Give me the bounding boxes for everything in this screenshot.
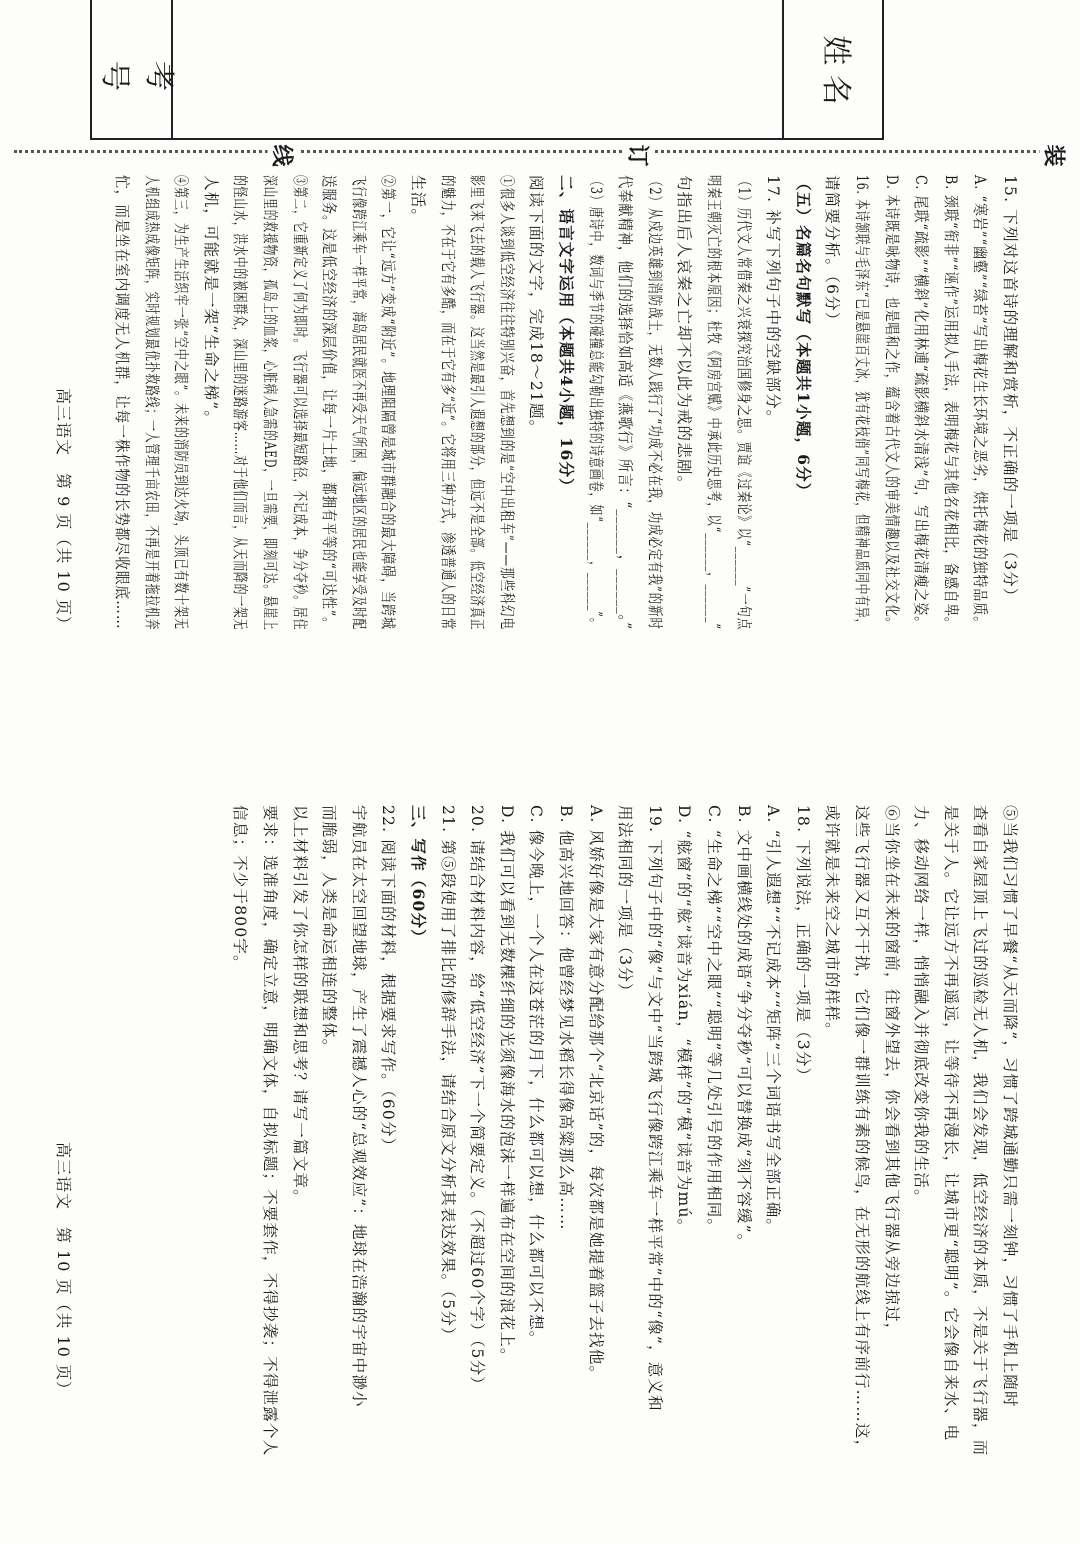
binding-mark-xian: 线	[268, 142, 299, 168]
page-9-text-line: 影里飞来飞去的载人飞行器。这当然是最引人遐想的部分，但远不是全部。低空经济真正	[468, 175, 487, 631]
page-10-text-line: 以上材料引发了你怎样的联想和思考？请写一篇文章。	[290, 805, 309, 1206]
page-9-text-line: 请简要分析。（6分）	[823, 175, 842, 329]
page-10-text-line: 这些飞行器又互不干扰，它们像一群训练有素的候鸟，在无形的航线上有序前行……这，	[853, 805, 871, 1457]
page-9-text-line: 代奉献精神，他们的选择恰如高适《燕歌行》所言：“______，______。”	[616, 175, 635, 631]
page-9-text-line: 的怪山水，洪水中的被困群众，深山里的迷路游客……对于他们而言，从天而降的一架无	[231, 175, 250, 631]
page-9-text-line: 16. 本诗颔联与毛泽东“已是悬崖百丈冰，犹有花枝俏”同写梅花，但精神品质同中有异，	[853, 175, 871, 631]
page-9-text-line: 二、语言文字运用（本题共4小题，16分）	[557, 175, 576, 495]
page-9-text-line: ④第三，为生产生活织牢一张“空中之眼”。未来的消防员到达火场，头顶已有数十架无	[172, 175, 191, 630]
binding-mark-zhuang: 装	[1040, 142, 1071, 168]
page-10-text-line: 查看自家屋顶上飞过的巡检无人机，我们会发现，低空经济的本质，不是关于飞行器，而	[971, 805, 990, 1457]
page-10-text-line: C. 像今晚上，一个人在这苍茫的月下，什么都可以想，什么都可以不想。	[527, 805, 546, 1348]
page-10-text-line: ⑤当我们习惯了早餐“从天而降”，习惯了跨城通勤只需一刻钟，习惯了手机上随时	[1001, 805, 1019, 1408]
page-10-text-line: 21. 第⑤段使用了排比的修辞手法，请结合原文分析其表达效果。（5分）	[438, 805, 457, 1344]
page-9-text-line: 生活。	[409, 175, 427, 226]
page-10-text-line: 信息；不少于800字。	[231, 805, 250, 972]
page-10-text-line: 19. 下列句子中的“像”与文中“当跨城飞行像跨江乘车一样平常”中的“像”，意义和	[645, 805, 664, 1412]
name-label: 姓 名	[817, 35, 853, 105]
page-9-text-line: 的魅力，不在于它有多酷，而在于它有多“近”。它将用三种方式，渗透普通人的日常	[438, 175, 457, 631]
page-10-text-line: 用法相同的一项是（3分）	[616, 805, 635, 1000]
page-9-text-line: 飞行像跨江乘车一样平常，海岛居民就医不再受天气所困，偏远地区的居民也能享受及时配	[349, 175, 368, 630]
page-10-text-line: A. 风娇好像是大家有意分配给那个“北京话”的，每次都是她提着篮子去找他。	[586, 805, 605, 1383]
page-9-text-line: 阅读下面的文字，完成18～21题。	[527, 175, 546, 437]
exam-number-cell[interactable]	[91, 0, 176, 138]
student-info-box	[90, 0, 884, 140]
page-10-text-line: 要求：选准角度，确定立意，明确文体，自拟标题；不要套作，不得抄袭；不得泄露个人	[261, 805, 279, 1457]
page-10-text-line: 而脆弱，人类是命运相连的整体。	[320, 805, 339, 1056]
page-9-text-line: ①很多人谈到低空经济往往特别兴奋，首先想到的是“空中出租车”——那些科幻电	[497, 175, 516, 631]
page-10-text-line: ⑥当你坐在未来的窗前，往窗外望去，你会看到其他飞行器从旁边掠过，	[882, 805, 901, 1340]
page-10-text-line: 20. 请结合材料内容，给“低空经济”下一个简要定义。（不超过60个字）（5分）	[468, 805, 487, 1394]
binding-dotted-line	[14, 150, 1066, 153]
binding-mark-ding: 订	[624, 142, 655, 168]
page-9-text-line: A. “寒岩”“幽壑”“绿苔”写出梅花生长环境之恶劣，烘托梅花的独特品质。	[971, 175, 990, 631]
page-10-text-line: 22. 阅读下面的材料，根据要求写作。（60分）	[379, 805, 398, 1155]
page-9-footer: 高三语文 第 9 页（共 10 页）	[54, 388, 73, 633]
page-9-text-line: 送服务。这是低空经济的深层价值，让每一片土地，都拥有平等的“可达性”。	[320, 175, 339, 631]
page-9-text-line: C. 尾联“疏影”“横斜”化用林逋“疏影横斜水清浅”句，写出梅花清瘦之姿。	[912, 175, 931, 631]
page-10-text-line: 是关于人。它让远方不再遥远，让等待不再漫长，让城市更“聪明”。它会像自来水、电	[941, 805, 960, 1442]
page-9-text-line: 15. 下列对这首诗的理解和赏析，不正确的一项是（3分）	[1001, 175, 1019, 605]
page-9-text-line: （2）从戍边英雄到消防战士，无数人践行了“功成不必在我，功成必定有我”的新时	[645, 175, 664, 630]
page-9-text-line: 人机组成热成像矩阵，实时规划最优扑救路线；一人管理千亩农田，不再是开着拖拉机奔	[142, 175, 161, 631]
page-10-text-line: 三、写作（60分）	[409, 805, 428, 946]
page-9-text-line: 17. 补写下列句子中的空缺部分。	[764, 175, 783, 427]
page-9-text-line: 人机，可能就是一架“生命之梯”。	[201, 175, 220, 428]
page-9-text-line: （3）唐诗中，数词与季节的碰撞总能勾勒出独特的诗意画卷，如“______，______”。	[586, 175, 605, 630]
exam-number-label: 考 号	[97, 61, 176, 91]
page-9-text-line: ③第二，它重新定义了何为即时。飞行器可以选择最短路径，不记成本，争分夺秒。居住	[290, 175, 309, 631]
page-10-text-line: B. 文中画横线处的成语“争分夺秒”可以替换成“刻不容缓”。	[734, 805, 753, 1251]
page-9-text-line: 忙，而是坐在室内调度无人机群，让每一株作物的长势都尽收眼底……	[113, 175, 131, 630]
page-10-text-line: B. 他高兴地回答：他曾经梦见水稻长得像高粱那么高……	[557, 805, 575, 1231]
page-9-text-line: B. 颈联“衔非”“诬作”运用拟人手法，表明梅花与其他名花相比，备感自卑。	[941, 175, 960, 631]
page-9-text-line: （1）历代文人常借秦之兴衰探究治国修身之思。贾谊《过秦论》以“______”一句点	[734, 175, 753, 631]
page-9-text-line: 明秦王朝灭亡的根本原因；杜牧《阿房宫赋》中承此历史思考，以“______，______”	[705, 175, 723, 630]
page-10-text-line: D. “舷窗”的“舷”读音为xián，“模样”的“模”读音为mú。	[675, 805, 694, 1236]
name-cell[interactable]	[782, 0, 904, 138]
page-9-text-line: 深山里的救援物资，孤岛上的血浆，心脏病人急需的AED，一旦需要，即刻可达。悬崖上	[261, 175, 279, 631]
page-10-text-line: D. 我们可以看到无数棵纤细的光须像海水的泡沫一样遍布在空间的浪花上。	[497, 805, 516, 1365]
page-10-text-line: 或许就是未来空之城市的样样。	[823, 805, 842, 1039]
page-10-text-line: 力、移动网络一样，悄悄融入并彻底改变你我的生活。	[912, 805, 931, 1206]
page-9-text-line: ②第一，它让“远方”变成“附近”。地理阻隔曾是城市群融合的最大障碍，当跨城	[379, 175, 398, 630]
page-9-text-line: D. 本诗既是咏物诗，也是唱和之作，蕴含着古代文人的审美情趣以及社交文化。	[882, 175, 901, 630]
page-9-text-line: 句指出后人哀秦之亡却不以此为戒的悲剧。	[675, 175, 694, 493]
page-10-text-line: 宇航员在太空回望地球，产生了震撼人心的“总观效应”：地球在浩瀚的宇宙中渺小	[349, 805, 368, 1408]
page-10-text-line: A. “引人遐想”“不记成本”“矩阵”三个词语书写全部正确。	[764, 805, 783, 1236]
page-10-text-line: 18. 下列说法，正确的一项是（3分）	[793, 805, 812, 1085]
page-10-text-line: C. “生命之梯”“空中之眼”“聪明”等几处引号的作用相同。	[705, 805, 723, 1236]
page-10-footer: 高三语文 第 10 页（共 10 页）	[54, 1142, 73, 1399]
page-9-text-line: （五）名篇名句默写（本题共1小题，6分）	[793, 175, 813, 500]
